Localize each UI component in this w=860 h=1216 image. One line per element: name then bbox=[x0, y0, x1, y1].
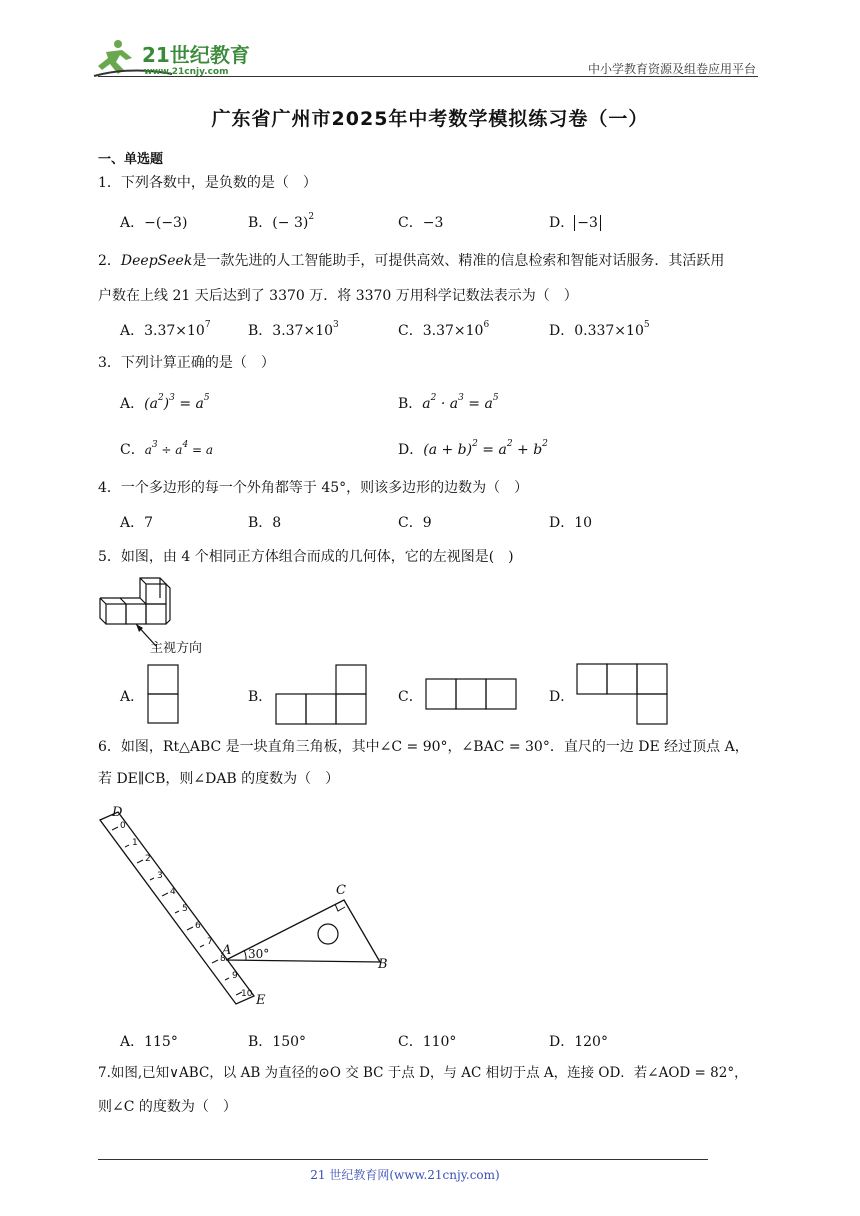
q3-option-c: C．$a^3 \div a^4 = a$ bbox=[120, 440, 214, 458]
q6-option-d: D．120° bbox=[549, 1034, 608, 1050]
q5-option-b: B． bbox=[248, 689, 273, 705]
header-divider bbox=[98, 76, 758, 77]
q2-option-a: A．$3.37\times 10^7$ bbox=[120, 320, 211, 339]
site-name: 中小学教育资源及组卷应用平台 bbox=[587, 62, 756, 76]
q6-triangle-hole bbox=[318, 924, 338, 944]
q5-solid-figure bbox=[98, 576, 228, 660]
logo-text: 21世纪教育 bbox=[142, 43, 250, 67]
q6-label-c: C bbox=[336, 883, 346, 898]
q5-option-b-figure bbox=[275, 664, 369, 726]
q5-option-d-figure bbox=[576, 663, 670, 725]
logo bbox=[92, 36, 262, 80]
q4-option-b: B．8 bbox=[248, 515, 282, 531]
q1-option-a: A．−(−3) bbox=[120, 215, 188, 231]
q6-ruler-ticks bbox=[112, 827, 242, 995]
q5-option-d: D． bbox=[549, 689, 575, 705]
q5-option-c-figure bbox=[425, 678, 519, 712]
logo-url: www.21cnjy.com bbox=[144, 67, 229, 77]
q6-label-d: D bbox=[112, 805, 123, 820]
q6-stem-line1: 6．如图，Rt△ABC 是一块直角三角板，其中∠C = 90°，∠BAC = 30°．直尺的一边 DE 经过顶点 A， bbox=[98, 739, 749, 755]
svg-text:9: 9 bbox=[232, 971, 238, 981]
q7-stem-line1: 7.如图,已知∨ABC，以 AB 为直径的⊙O 交 BC 于点 D，与 AC 相切于点 A，连接 OD．若∠AOD = 82°， bbox=[98, 1065, 748, 1081]
q5-option-a-figure bbox=[147, 664, 181, 726]
q3-option-b: B．$a^2 \cdot a^3 = a^5$ bbox=[398, 393, 499, 412]
q2-option-c: C．$3.37\times 10^6$ bbox=[398, 320, 490, 339]
svg-text:3: 3 bbox=[157, 871, 163, 881]
q5-option-a: A． bbox=[120, 689, 145, 705]
page-title: 广东省广州市2025年中考数学模拟练习卷（一） bbox=[211, 108, 649, 130]
q1-option-d: D． −3 bbox=[549, 212, 601, 232]
q6-option-b: B．150° bbox=[248, 1034, 307, 1050]
q6-ruler-triangle-figure bbox=[98, 800, 418, 1014]
q4-option-a: A．7 bbox=[120, 515, 154, 531]
footer-divider bbox=[98, 1159, 708, 1160]
svg-text:4: 4 bbox=[170, 887, 176, 897]
q1-option-b: B．(− 3)$^2$ bbox=[248, 212, 315, 231]
svg-text:2: 2 bbox=[145, 854, 151, 864]
q6-option-c: C．110° bbox=[398, 1034, 457, 1050]
q1-option-c: C．−3 bbox=[398, 215, 444, 231]
q3-option-a: A．$(a^2)^3 = a^5$ bbox=[120, 393, 210, 412]
q4-option-d: D．10 bbox=[549, 515, 593, 531]
section-heading: 一、单选题 bbox=[98, 152, 164, 167]
q2-option-d: D．$0.337\times 10^5$ bbox=[549, 320, 650, 339]
q6-ruler-numbers bbox=[120, 821, 253, 999]
svg-text:1: 1 bbox=[132, 838, 138, 848]
svg-text:8: 8 bbox=[220, 954, 226, 964]
q5-view-direction-label: 主视方向 bbox=[150, 641, 203, 656]
q6-option-a: A．115° bbox=[120, 1034, 178, 1050]
q4-option-c: C．9 bbox=[398, 515, 432, 531]
footer-link[interactable]: 21 世纪教育网(www.21cnjy.com) bbox=[310, 1168, 500, 1182]
q6-stem-line2: 若 DE∥CB，则∠DAB 的度数为（ ） bbox=[98, 771, 340, 787]
q4-stem: 4．一个多边形的每一个外角都等于 45°，则该多边形的边数为（ ） bbox=[98, 480, 529, 496]
svg-text:6: 6 bbox=[195, 921, 201, 931]
svg-text:7: 7 bbox=[207, 937, 213, 947]
svg-text:5: 5 bbox=[182, 904, 188, 914]
q2-stem-line2: 户数在上线 21 天后达到了 3370 万．将 3370 万用科学记数法表示为（ ） bbox=[98, 288, 578, 304]
q7-stem-line2: 则∠C 的度数为（ ） bbox=[98, 1099, 237, 1115]
q2-stem: 2．DeepSeek是一款先进的人工智能助手，可提供高效、精准的信息检索和智能对话服务．其活跃用 bbox=[98, 253, 725, 269]
q3-stem: 3．下列计算正确的是（ ） bbox=[98, 355, 275, 371]
q5-stem: 5．如图，由 4 个相同正方体组合而成的几何体，它的左视图是( ) bbox=[98, 549, 514, 565]
q6-ruler bbox=[100, 812, 254, 1004]
q1-stem: 1．下列各数中，是负数的是（ ） bbox=[98, 175, 317, 191]
q3-option-d: D．$(a + b)^2 = a^2 + b^2$ bbox=[398, 439, 548, 458]
q2-option-b: B．$3.37\times 10^3$ bbox=[248, 320, 339, 339]
q6-label-e: E bbox=[256, 993, 266, 1008]
svg-text:10: 10 bbox=[241, 989, 253, 999]
q6-label-b: B bbox=[378, 957, 388, 972]
q6-angle-label: 30° bbox=[248, 947, 270, 961]
q6-label-a: A bbox=[222, 943, 232, 958]
q5-option-c: C． bbox=[398, 689, 423, 705]
svg-text:0: 0 bbox=[120, 821, 126, 831]
